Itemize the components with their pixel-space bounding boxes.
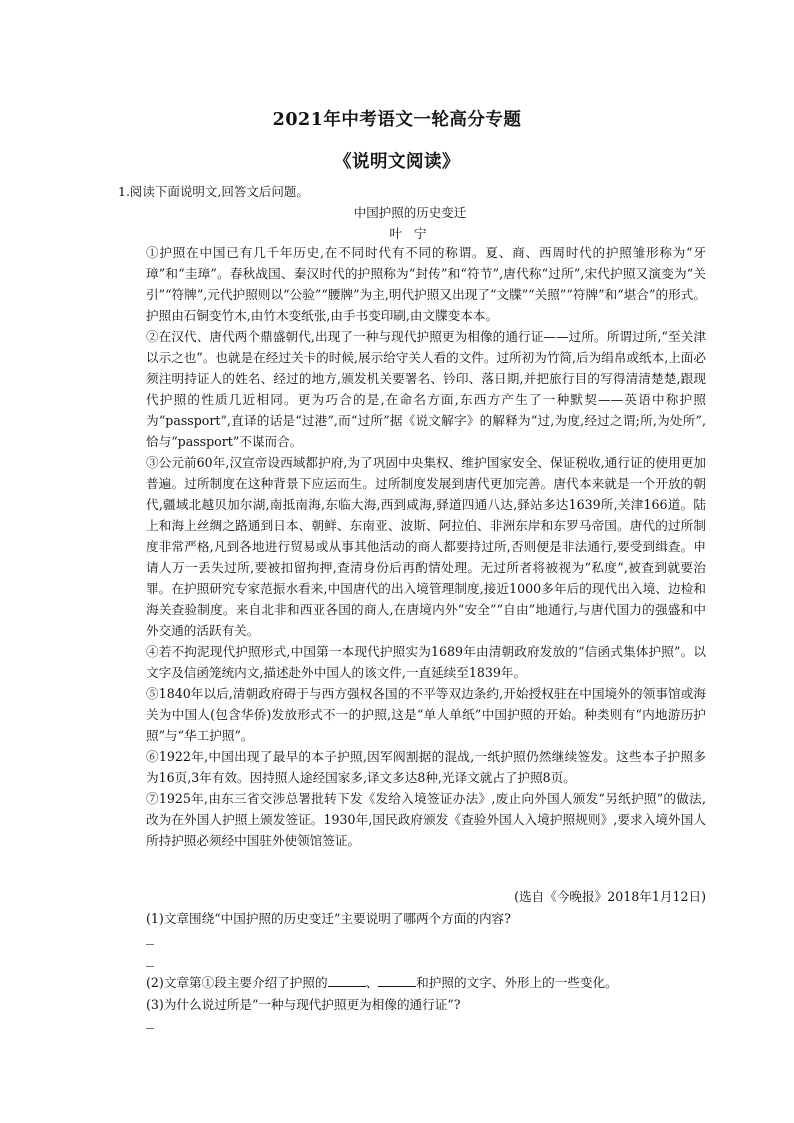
- answer-blank-1[interactable]: [328, 975, 366, 987]
- question-1: (1)文章围绕“中国护照的历史变迁”主要说明了哪两个方面的内容?: [146, 911, 511, 926]
- paragraph-2: ②在汉代、唐代两个鼎盛朝代,出现了一种与现代护照更为相像的通行证——过所。所谓过所,“至关津以示之也”。也就是在经过关卡的时候,展示给守关人看的文件。过所初为竹简,后为绢帛或纸本,上面必须注明持证人的姓名、经过的地方,颁发机关要署名、钤印、落日期,并把旅行目的写得清清楚楚,跟现代护照的性质几近相同。更为巧合的是,在命名方面,东西方产生了一种默契——英语中称护照为“passport”,直译的话是“过港”,而“过所”据《说文解字》的解释为“过,为度,经过之谓;所,为处所”,恰与“passport”不谋而合。: [146, 329, 706, 449]
- article-source: (选自《今晚报》2018年1月12日): [514, 889, 706, 904]
- document-title: 2021年中考语文一轮高分专题: [272, 110, 522, 130]
- question-intro: 1.阅读下面说明文,回答文后问题。: [118, 184, 309, 199]
- answer-blank-2[interactable]: [378, 975, 416, 987]
- paragraph-1: ①护照在中国已有几千年历史,在不同时代有不同的称谓。夏、商、西周时代的护照雏形称为“牙璋”和“圭璋”。春秋战国、秦汉时代的护照称为“封传”和“符节”,唐代称“过所”,宋代护照又演变为“关引”“符牌”,元代护照则以“公验”“腰牌”为主,明代护照又出现了“文牒”“关照”“符牌”和“堪合”的形式。护照由石铜变竹木,由竹木变纸张,由手书变印刷,由文牒变本本。: [146, 245, 706, 323]
- article-title: 中国护照的历史变迁: [353, 205, 467, 220]
- question-2-sep: 、: [365, 975, 379, 990]
- article-author: 叶 宁: [389, 226, 431, 241]
- paragraph-4: ④若不拘泥现代护照形式,中国第一本现代护照实为1689年由清朝政府发放的“信函式集体护照”。以文字及信函笼统内文,描述赴外中国人的该文件,一直延续至1839年。: [146, 644, 706, 680]
- paragraph-7: ⑦1925年,由东三省交涉总署批转下发《发给入境签证办法》,废止向外国人颁发“另纸护照”的做法,改为在外国人护照上颁发签证。1930年,国民政府颁发《查验外国人入境护照规则》,要求入境外国人所持护照必须经中国驻外使领馆签证。: [146, 791, 706, 848]
- answer-line-3[interactable]: [146, 1028, 154, 1029]
- question-3: (3)为什么说过所是“一种与现代护照更为相像的通行证”?: [146, 997, 461, 1012]
- paragraph-6: ⑥1922年,中国出现了最早的本子护照,因军阀割据的混战,一纸护照仍然继续签发。这些本子护照多为16页,3年有效。因持照人途经国家多,译文多达8种,光译文就占了护照8页。: [146, 749, 706, 785]
- paragraph-3: ③公元前60年,汉宣帝设西域都护府,为了巩固中央集权、维护国家安全、保证税收,通行证的使用更加普遍。过所制度在这种背景下应运而生。过所制度发展到唐代更加完善。唐代本来就是一个开放的朝代,疆域北越贝加尔湖,南抵南海,东临大海,西到咸海,驿道四通八达,驿站多达1639所,关津166道。陆上和海上丝绸之路通到日本、朝鲜、东南亚、波斯、阿拉伯、非洲东岸和东罗马帝国。唐代的过所制度非常严格,凡到各地进行贸易或从事其他活动的商人都要持过所,否则便是非法通行,要受到缉查。申请人万一丢失过所,要被扣留拘押,查清身份后再酌情处理。无过所者将被视为“私度”,被查到就要治罪。在护照研究专家范振水看来,中国唐代的出入境管理制度,接近1000多年后的现代出入境、边检和海关查验制度。来自北非和西亚各国的商人,在唐境内外“安全”“自由”地通行,与唐代国力的强盛和中外交通的活跃有关。: [146, 455, 706, 638]
- question-2-part-c: 和护照的文字、外形上的一些变化。: [416, 975, 618, 990]
- question-2-part-a: (2)文章第①段主要介绍了护照的: [146, 975, 328, 990]
- answer-line-1a[interactable]: [146, 944, 154, 945]
- answer-line-1b[interactable]: [146, 966, 154, 967]
- question-2: [146, 972, 618, 991]
- document-subtitle: 《说明文阅读》: [334, 152, 460, 172]
- paragraph-5: ⑤1840年以后,清朝政府碍于与西方强权各国的不平等双边条约,开始授权驻在中国境外的领事馆或海关为中国人(包含华侨)发放形式不一的护照,这是“单人单纸”中国护照的开始。种类则有“内地游历护照”与“华工护照”。: [146, 686, 706, 743]
- article-body: [146, 242, 706, 851]
